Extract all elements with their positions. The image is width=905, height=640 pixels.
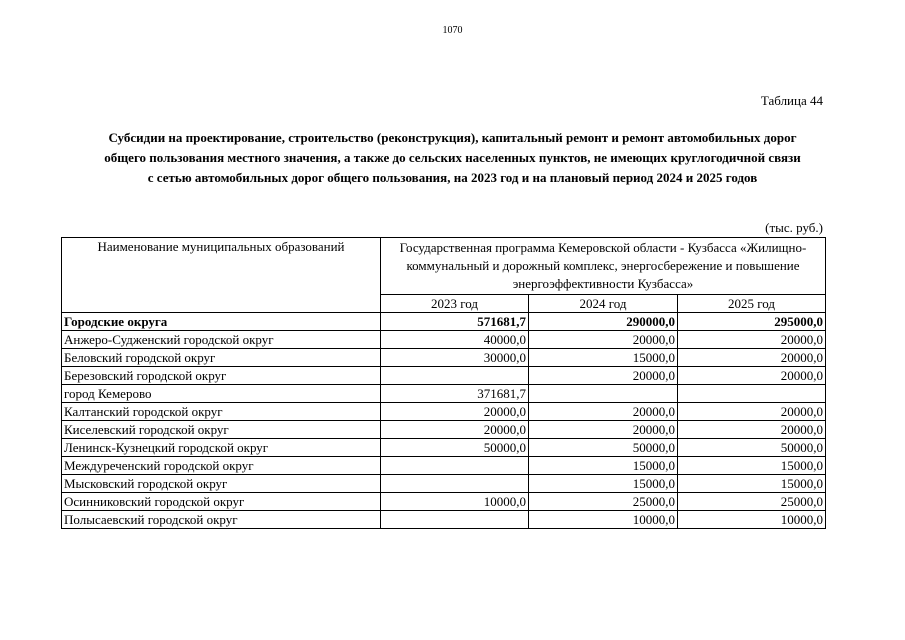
municipality-name-cell: Анжеро-Судженский городской округ [62,331,381,349]
page-number: 1070 [442,25,463,36]
column-header-2024: 2024 год [529,295,678,313]
table-row [62,493,826,511]
value-2023-cell: 10000,0 [381,493,529,511]
value-2024-cell: 15000,0 [529,475,678,493]
table-row [62,313,826,331]
title-line: общего пользования местного значения, а также до сельских населенных пунктов, не имеющих круглогодичной связи [104,150,801,165]
table-body [62,313,826,529]
value-2023-cell [381,511,529,529]
municipality-name-cell: Городские округа [62,313,381,331]
value-2024-cell: 15000,0 [529,349,678,367]
value-2023-cell: 30000,0 [381,349,529,367]
value-2024-cell: 50000,0 [529,439,678,457]
value-2025-cell: 20000,0 [678,421,826,439]
value-2024-cell [529,385,678,403]
title-line: Субсидии на проектирование, строительство (реконструкция), капитальный ремонт и ремонт автомобильных дорог [108,130,797,145]
municipality-name-cell: Березовский городской округ [62,367,381,385]
value-2025-cell: 20000,0 [678,403,826,421]
column-header-program: Государственная программа Кемеровской области - Кузбасса «Жилищно-коммунальный и дорожный комплекс, энергосбережение и повышение энергоэффективности Кузбасса» [381,238,826,295]
value-2023-cell: 571681,7 [381,313,529,331]
municipality-name-cell: Киселевский городской округ [62,421,381,439]
value-2024-cell: 20000,0 [529,367,678,385]
value-2023-cell [381,475,529,493]
table-row [62,511,826,529]
municipality-name-cell: Калтанский городской округ [62,403,381,421]
table-row [62,349,826,367]
value-2023-cell [381,457,529,475]
value-2025-cell: 50000,0 [678,439,826,457]
value-2025-cell: 295000,0 [678,313,826,331]
municipality-name-cell: Мысковский городской округ [62,475,381,493]
table-row [62,457,826,475]
table-header-row [62,238,826,295]
value-2024-cell: 10000,0 [529,511,678,529]
value-2025-cell: 20000,0 [678,349,826,367]
value-2025-cell: 15000,0 [678,457,826,475]
value-2025-cell: 15000,0 [678,475,826,493]
table-row [62,331,826,349]
value-2025-cell: 20000,0 [678,331,826,349]
value-2024-cell: 25000,0 [529,493,678,511]
value-2025-cell [678,385,826,403]
column-header-2023: 2023 год [381,295,529,313]
table-row [62,475,826,493]
municipality-name-cell: Полысаевский городской округ [62,511,381,529]
value-2024-cell: 20000,0 [529,403,678,421]
table-row [62,439,826,457]
value-2023-cell [381,367,529,385]
value-2025-cell: 10000,0 [678,511,826,529]
value-2024-cell: 290000,0 [529,313,678,331]
municipality-name-cell: Междуреченский городской округ [62,457,381,475]
value-2023-cell: 20000,0 [381,403,529,421]
municipality-name-cell: Беловский городской округ [62,349,381,367]
table-row [62,385,826,403]
value-2023-cell: 371681,7 [381,385,529,403]
value-2024-cell: 20000,0 [529,421,678,439]
table-row [62,421,826,439]
document-title [60,128,845,188]
municipality-name-cell: Ленинск-Кузнецкий городской округ [62,439,381,457]
title-line: с сетью автомобильных дорог общего пользования, на 2023 год и на плановый период 2024 и 2025 годов [147,170,758,185]
value-2023-cell: 20000,0 [381,421,529,439]
value-2024-cell: 15000,0 [529,457,678,475]
table-label: Таблица 44 [760,93,823,108]
value-2024-cell: 20000,0 [529,331,678,349]
municipality-name-cell: Осинниковский городской округ [62,493,381,511]
column-header-2025: 2025 год [678,295,826,313]
units-label: (тыс. руб.) [765,220,823,235]
value-2025-cell: 25000,0 [678,493,826,511]
value-2023-cell: 40000,0 [381,331,529,349]
subsidies-table [61,237,826,529]
value-2023-cell: 50000,0 [381,439,529,457]
municipality-name-cell: город Кемерово [62,385,381,403]
value-2025-cell: 20000,0 [678,367,826,385]
table-row [62,367,826,385]
table-row [62,403,826,421]
column-header-name: Наименование муниципальных образований [62,238,381,313]
